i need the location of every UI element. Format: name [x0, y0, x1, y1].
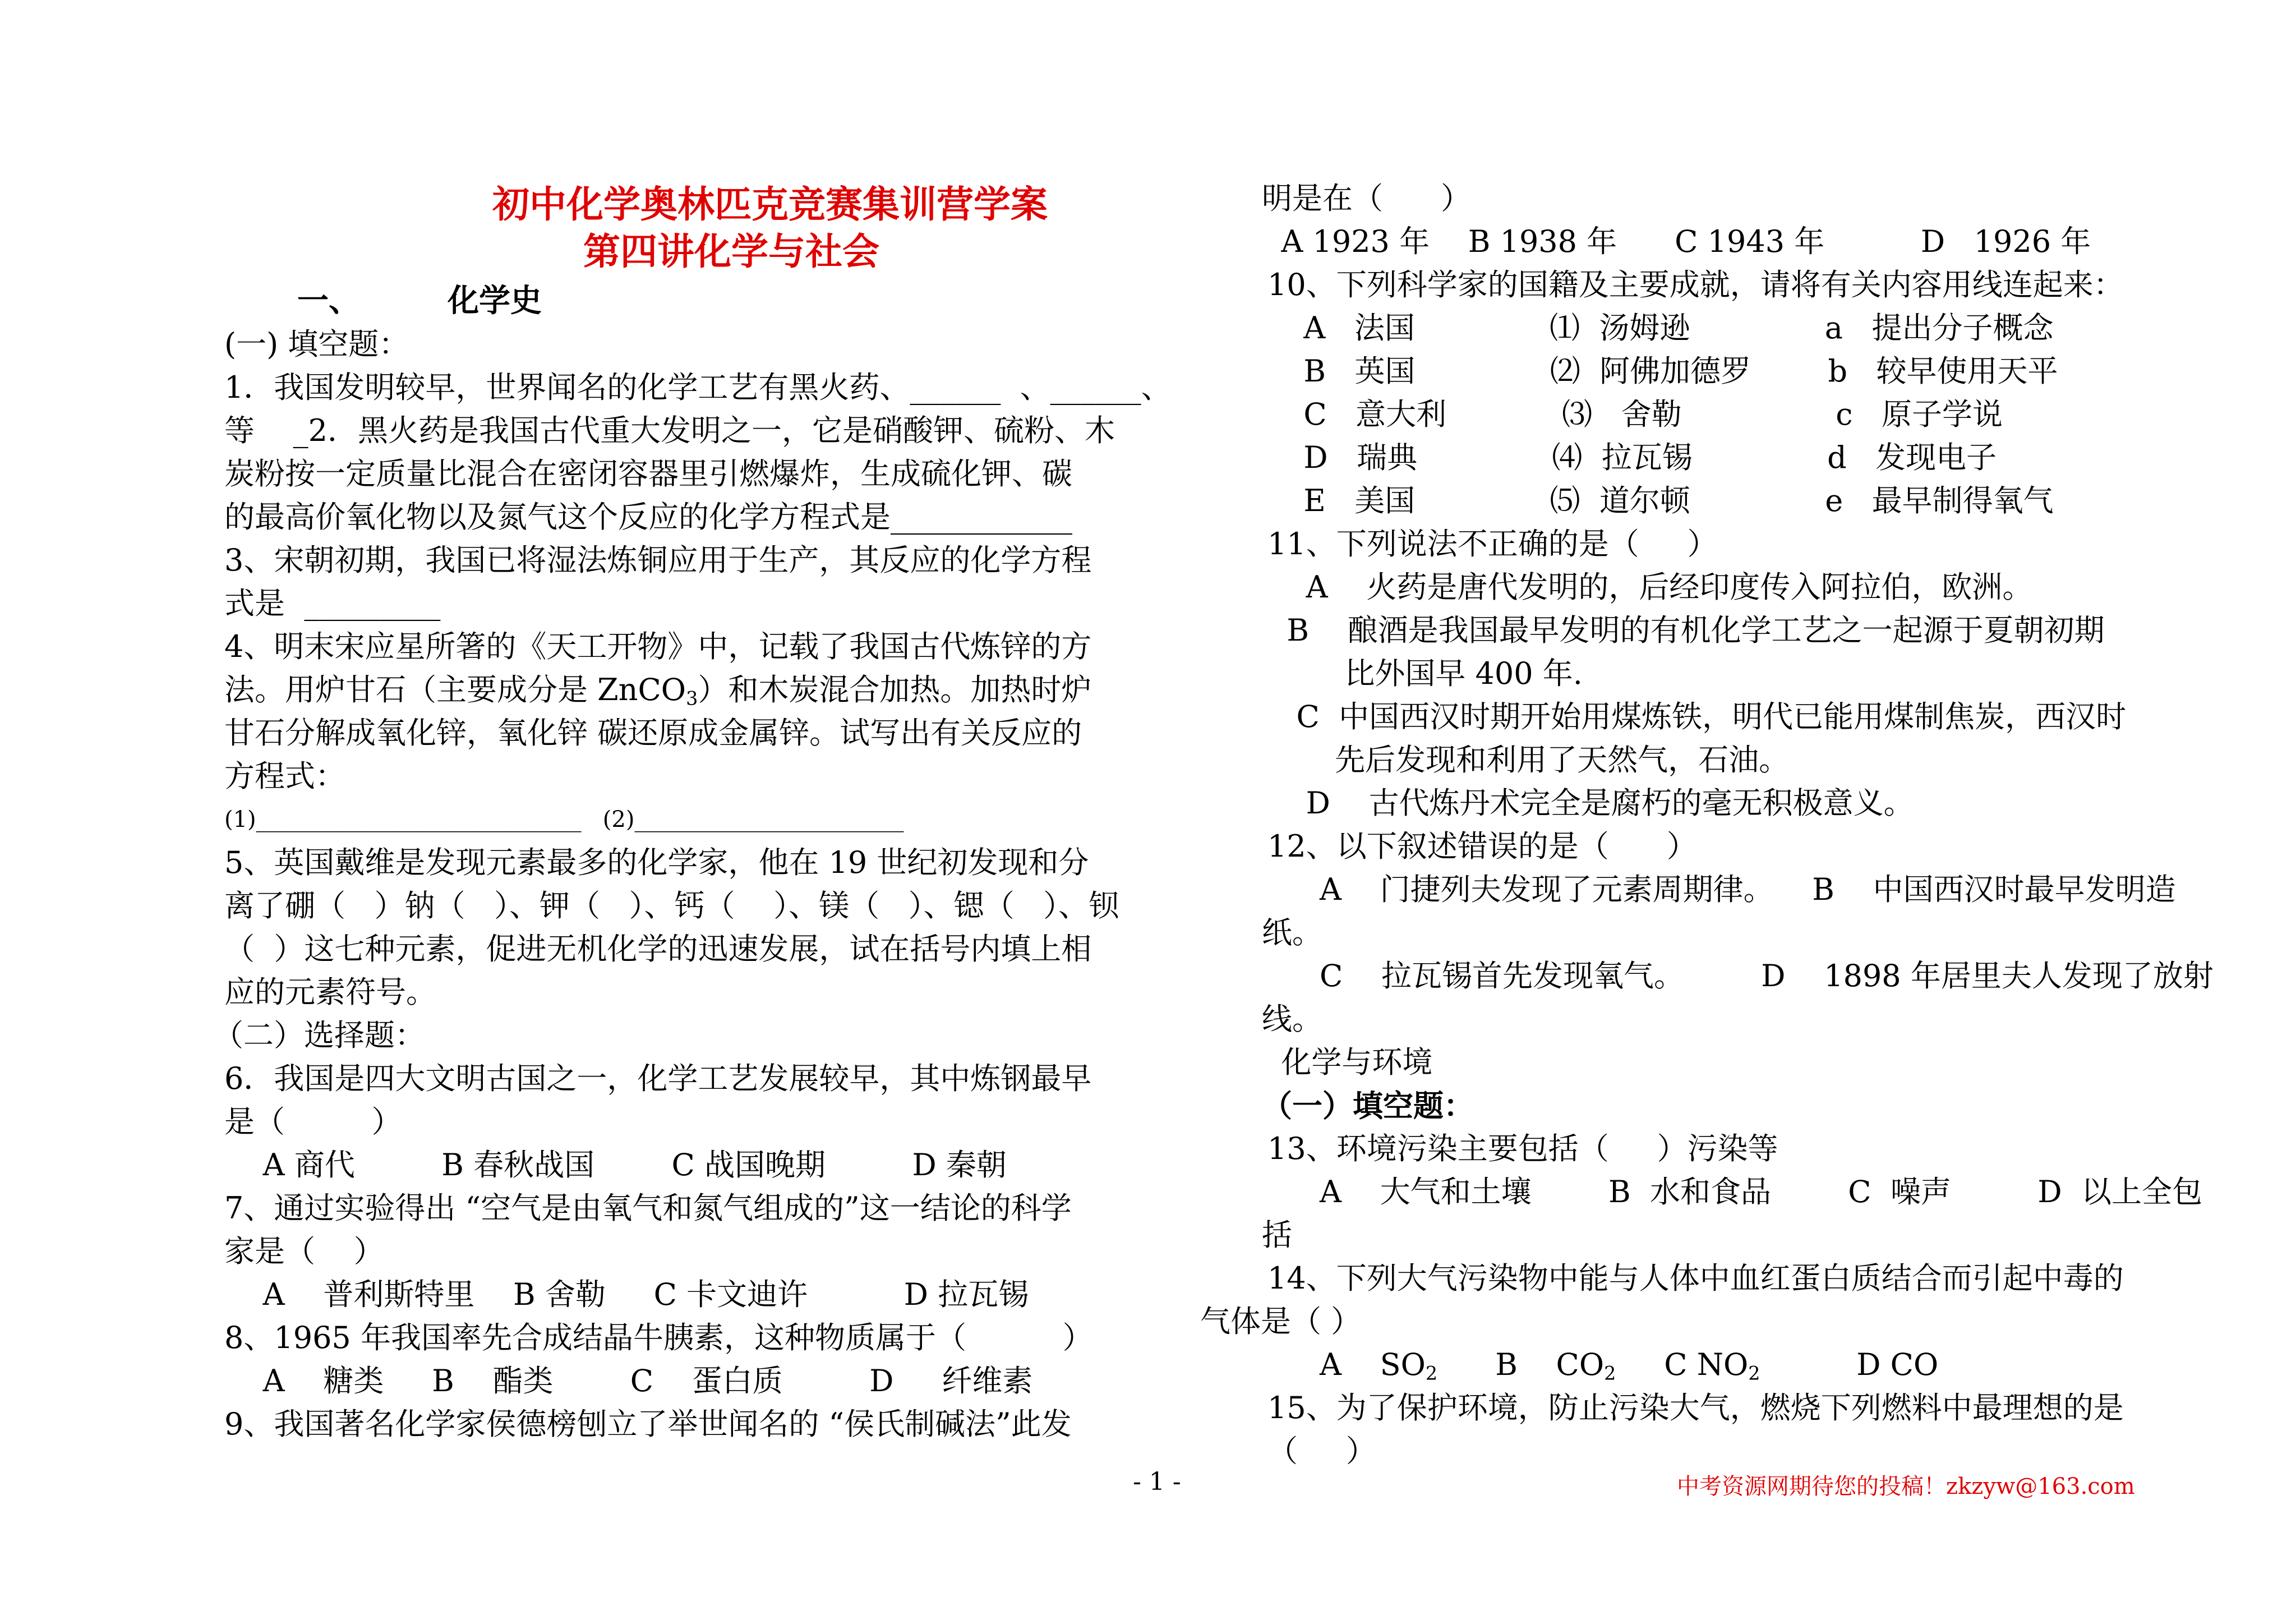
text-segment: ）和木炭混合加热。加热时炉 — [698, 672, 1092, 707]
text-segment: A SO — [1262, 1347, 1426, 1382]
subsection-heading: （一）填空题： — [1262, 1088, 1474, 1124]
text-line: 14、下列大气污染物中能与人体中血红蛋白质结合而引起中毒的 — [1267, 1260, 2124, 1296]
text-line: 家是（ ） — [224, 1234, 384, 1269]
section-heading-environment: 化学与环境 — [1262, 1045, 1433, 1080]
text-segment: B CO — [1437, 1347, 1605, 1382]
text-segment: D CO — [1760, 1347, 1939, 1382]
text-line: 方程式： — [224, 758, 345, 794]
text-line: 式是 _________ — [224, 586, 441, 621]
text-line: 比外国早 400 年. — [1267, 656, 1583, 691]
options-line — [1262, 1345, 1938, 1385]
match-row: E 美国 ⑸ 道尔顿 e 最早制得氧气 — [1284, 483, 2054, 518]
text-line: 3、宋朝初期，我国已将湿法炼铜应用于生产，其反应的化学方程 — [224, 542, 1092, 578]
match-row: A 法国 ⑴ 汤姆逊 a 提出分子概念 — [1284, 310, 2054, 346]
text-line: 离了硼（ ）钠（ ）、钾（ ）、钙（ ）、镁（ ）、锶（ ）、钡 — [224, 888, 1119, 923]
match-row: C 意大利 ⑶ 舍勒 c 原子学说 — [1284, 397, 2003, 432]
text-line: 11、下列说法不正确的是（ ） — [1267, 526, 1718, 562]
text-line: 5、英国戴维是发现元素最多的化学家，他在 19 世纪初发现和分 — [224, 845, 1089, 880]
text-line: 6．我国是四大文明古国之一，化学工艺发展较早，其中炼钢最早 — [224, 1061, 1092, 1096]
text-line: 线。 — [1262, 1001, 1322, 1037]
text-line: 4、明末宋应星所箸的《天工开物》中，记载了我国古代炼锌的方 — [224, 629, 1092, 664]
options-line: A 商代 B 春秋战国 C 战国晚期 D 秦朝 — [224, 1147, 1007, 1183]
text-line: A 火药是唐代发明的，后经印度传入阿拉伯，欧洲。 — [1267, 569, 2033, 605]
footer-note: 中考资源网期待您的投稿！zkzyw@163.com — [1677, 1474, 2135, 1499]
text-line: 12、以下叙述错误的是（ ） — [1267, 829, 1697, 864]
match-row: B 英国 ⑵ 阿佛加德罗 b 较早使用天平 — [1284, 353, 2058, 389]
text-line: （ ） — [1267, 1433, 1376, 1469]
text-line: 9、我国著名化学家侯德榜刨立了举世闻名的 “侯氏制碱法”此发 — [224, 1406, 1072, 1442]
text-line: 纸。 — [1262, 915, 1322, 950]
text-line: 甘石分解成氧化锌，氧化锌 碳还原成金属锌。试写出有关反应的 — [224, 715, 1082, 751]
text-line: 13、环境污染主要包括（ ）污染等 — [1267, 1131, 1778, 1166]
text-line — [224, 670, 1091, 710]
text-line: B 酿酒是我国最早发明的有机化学工艺之一起源于夏朝初期 — [1267, 613, 2105, 648]
page-number: - 1 - — [1133, 1467, 1181, 1496]
subscript: 2 — [1604, 1362, 1616, 1384]
text-line: 气体是（ ） — [1200, 1304, 1362, 1339]
answer-blank-line: (1)_____________________________ (2)________________________ — [224, 807, 904, 832]
text-line: C 中国西汉时期开始用煤炼铁，明代已能用煤制焦炭，西汉时 — [1267, 699, 2127, 734]
doc-subtitle: 第四讲化学与社会 — [583, 229, 879, 273]
text-line: 1．我国发明较早，世界闻名的化学工艺有黑火药、______ 、______、 — [224, 370, 1172, 405]
text-line: 8、1965 年我国率先合成结晶牛胰素，这种物质属于（ ） — [224, 1320, 1093, 1355]
text-line: 10、下列科学家的国籍及主要成就，请将有关内容用线连起来： — [1267, 267, 2124, 302]
text-line: 先后发现和利用了天然气，石油。 — [1267, 742, 1790, 778]
text-line: (一) 填空题： — [224, 326, 409, 362]
text-line: 7、通过实验得出 “空气是由氧气和氮气组成的”这一结论的科学 — [224, 1190, 1072, 1226]
subscript: 3 — [686, 687, 698, 710]
text-line: C 拉瓦锡首先发现氧气。 D 1898 年居里夫人发现了放射 — [1262, 958, 2214, 993]
text-line: 15、为了保护环境，防止污染大气，燃烧下列燃料中最理想的是 — [1267, 1390, 2124, 1425]
options-line: A 1923 年 B 1938 年 C 1943 年 D 1926 年 — [1262, 224, 2091, 259]
options-line: A 普利斯特里 B 舍勒 C 卡文迪许 D 拉瓦锡 — [224, 1277, 1029, 1312]
text-line: 炭粉按一定质量比混合在密闭容器里引燃爆炸，生成硫化钾、碳 — [224, 456, 1072, 491]
subscript: 2 — [1748, 1362, 1760, 1384]
doc-title: 初中化学奥林匹克竞赛集训营学案 — [492, 182, 1048, 226]
text-line: 的最高价氧化物以及氮气这个反应的化学方程式是____________ — [224, 499, 1072, 535]
text-segment: 法。用炉甘石（主要成分是 ZnCO — [224, 672, 686, 707]
subsection-heading: （二）选择题： — [213, 1018, 425, 1053]
options-line: A 糖类 B 酯类 C 蛋白质 D 纤维素 — [224, 1363, 1033, 1398]
text-segment: C NO — [1616, 1347, 1749, 1382]
section-heading-history: 一、 化学史 — [297, 282, 542, 319]
options-line: A 大气和土壤 B 水和食品 C 噪声 D 以上全包 — [1262, 1174, 2203, 1209]
match-row: D 瑞典 ⑷ 拉瓦锡 d 发现电子 — [1284, 440, 1997, 475]
text-line: 括 — [1262, 1217, 1292, 1253]
text-line: D 古代炼丹术完全是腐朽的毫无积极意义。 — [1267, 785, 1914, 821]
text-line: 等 _2．黑火药是我国古代重大发明之一，它是硝酸钾、硫粉、木 — [224, 413, 1115, 448]
text-line: 是（ ） — [224, 1104, 402, 1139]
text-line: 应的元素符号。 — [224, 974, 436, 1010]
text-line: A 门捷列夫发现了元素周期律。 B 中国西汉时最早发明造 — [1262, 872, 2176, 907]
subscript: 2 — [1425, 1362, 1438, 1384]
text-line: 明是在（ ） — [1262, 181, 1471, 216]
text-line: （ ）这七种元素，促进无机化学的迅速发展，试在括号内填上相 — [224, 931, 1092, 967]
